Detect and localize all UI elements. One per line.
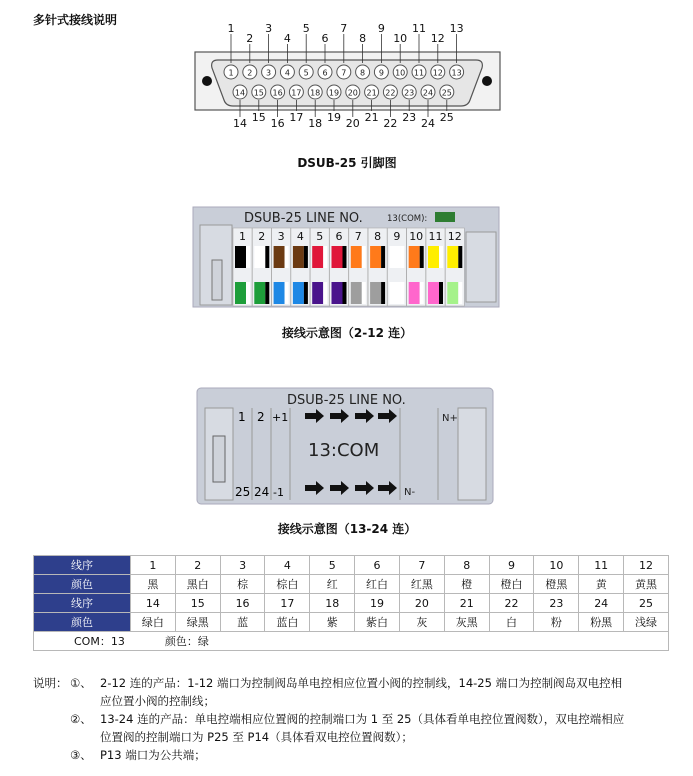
- wire-stripe-bottom: [343, 282, 347, 304]
- svg-text:23: 23: [404, 88, 415, 98]
- pin-label-9: 9: [377, 22, 385, 35]
- pin-label-14: 14: [233, 117, 247, 130]
- com-text: COM：13: [74, 635, 125, 648]
- pin-11: [412, 65, 426, 79]
- wire-swatch-bottom: [351, 282, 362, 304]
- svg-text:16: 16: [272, 88, 283, 98]
- pin-18: [308, 85, 322, 99]
- table-cell: 橙: [444, 575, 489, 594]
- module2-top-label: 1: [238, 410, 246, 424]
- svg-text:5: 5: [303, 68, 309, 78]
- wire-swatch-bottom: [447, 282, 458, 304]
- wire-swatch-bottom: [428, 282, 439, 304]
- wire-swatch-top: [428, 246, 439, 268]
- wire-stripe-bottom: [285, 282, 289, 304]
- wire-number: 9: [393, 230, 401, 243]
- table-cell: 23: [534, 594, 579, 613]
- wire-stripe-bottom: [439, 282, 443, 304]
- wire-swatch-bottom: [254, 282, 265, 304]
- note-2-cont: [33, 728, 673, 746]
- svg-text:17: 17: [291, 88, 302, 98]
- wire-stripe-bottom: [265, 282, 269, 304]
- wire-stripe-top: [246, 246, 250, 268]
- module2-com: 13:COM: [308, 440, 380, 461]
- wire-color-table: [33, 555, 669, 651]
- pin-label-10: 10: [393, 32, 408, 45]
- module1-columns: [233, 228, 464, 306]
- table-cell: 蓝: [220, 613, 265, 632]
- table-cell: 7: [399, 556, 444, 575]
- wire-column-7: [349, 228, 368, 306]
- wire-number: 3: [277, 230, 285, 243]
- pin-2: [243, 65, 257, 79]
- pin-16: [271, 85, 285, 99]
- module2-dsub-icon: [213, 436, 225, 482]
- note-number: ②、: [70, 712, 92, 726]
- wire-swatch-bottom: [409, 282, 420, 304]
- wire-number: 11: [428, 230, 443, 243]
- pin-label-18: 18: [308, 117, 323, 130]
- pin-label-22: 22: [383, 117, 398, 130]
- table-cell: 蓝白: [265, 613, 310, 632]
- pin-label-25: 25: [439, 111, 454, 124]
- pin-label-1: 1: [227, 22, 235, 35]
- wire-swatch-bottom: [370, 282, 381, 304]
- wire-swatch-top: [293, 246, 304, 268]
- wire-stripe-bottom: [323, 282, 327, 304]
- table-cell: 浅绿: [624, 613, 669, 632]
- svg-text:15: 15: [253, 88, 264, 98]
- svg-text:2: 2: [247, 68, 253, 78]
- table-cell: 灰: [399, 613, 444, 632]
- module2-n-minus: N-: [404, 487, 416, 498]
- svg-text:4: 4: [284, 68, 290, 78]
- pin-24: [421, 85, 435, 99]
- dsub25-connector: [195, 22, 500, 130]
- svg-text:14: 14: [234, 88, 246, 98]
- table-cell: 10: [534, 556, 579, 575]
- pin-9: [374, 65, 388, 79]
- wire-swatch-bottom: [332, 282, 343, 304]
- pin-23: [402, 85, 416, 99]
- wire-swatch-top: [409, 246, 420, 268]
- pin-label-8: 8: [359, 32, 367, 45]
- module1-title: DSUB-25 LINE NO.: [244, 211, 363, 226]
- table-cell: 5: [310, 556, 355, 575]
- note-text: 位置阀的控制端口为 P25 至 P14（具体看双电控位置阀数）；: [100, 730, 413, 744]
- wire-column-5: [310, 228, 329, 306]
- svg-text:8: 8: [360, 68, 366, 78]
- table-cell: 棕白: [265, 575, 310, 594]
- pin-label-19: 19: [327, 111, 341, 124]
- notes-section: [33, 674, 673, 764]
- wire-stripe-bottom: [400, 282, 404, 304]
- pin-10: [393, 65, 407, 79]
- row-header: 颜色: [34, 613, 131, 632]
- wire-number: 8: [374, 230, 382, 243]
- table-cell: 绿黑: [175, 613, 220, 632]
- table-cell: 紫: [310, 613, 355, 632]
- table-row: [34, 556, 669, 575]
- table-cell: 9: [489, 556, 534, 575]
- svg-text:19: 19: [328, 88, 340, 98]
- wire-stripe-bottom: [304, 282, 308, 304]
- pin-label-24: 24: [421, 117, 435, 130]
- wire-swatch-bottom: [274, 282, 285, 304]
- table-cell: 红白: [355, 575, 400, 594]
- wire-number: 4: [296, 230, 304, 243]
- note-text: P13 端口为公共端；: [100, 748, 206, 762]
- table-cell: 白: [489, 613, 534, 632]
- table-row: [34, 613, 669, 632]
- wire-stripe-bottom: [362, 282, 366, 304]
- note-3: [33, 746, 673, 764]
- pin-label-17: 17: [289, 111, 304, 124]
- module2-top-label: +1: [272, 411, 289, 424]
- wire-swatch-bottom: [389, 282, 400, 304]
- table-row: [34, 575, 669, 594]
- module2-caption: 接线示意图（13-24 连）: [277, 522, 417, 536]
- table-cell: 16: [220, 594, 265, 613]
- wire-number: 10: [409, 230, 424, 243]
- wire-number: 6: [335, 230, 343, 243]
- svg-text:6: 6: [322, 68, 328, 78]
- table-cell: 18: [310, 594, 355, 613]
- module2-n-plus: N+: [442, 413, 458, 424]
- pin-label-11: 11: [412, 22, 426, 35]
- pin-3: [262, 65, 276, 79]
- pin-label-13: 13: [449, 22, 464, 35]
- wire-swatch-top: [389, 246, 400, 268]
- table-row-com: [34, 632, 669, 651]
- pin-12: [431, 65, 445, 79]
- module1-right-block: [466, 232, 496, 302]
- pin-label-16: 16: [270, 117, 285, 130]
- note-text: 13-24 连的产品：单电控端相应位置阀的控制端口为 1 至 25（具体看单电控位置阀数），双电控端相应: [100, 712, 625, 726]
- wire-number: 1: [239, 230, 246, 243]
- table-cell: 24: [579, 594, 624, 613]
- row-header: 线序: [34, 594, 131, 613]
- pin-label-2: 2: [246, 32, 254, 45]
- table-cell: 黑: [131, 575, 176, 594]
- module2-bottom-label: -1: [273, 486, 284, 499]
- module1-caption: 接线示意图（2-12 连）: [281, 326, 413, 340]
- pin-5: [299, 65, 313, 79]
- wire-column-6: [330, 228, 349, 306]
- note-number: ③、: [70, 748, 92, 762]
- table-cell: 22: [489, 594, 534, 613]
- pin-label-21: 21: [364, 111, 379, 124]
- module-13-24: [197, 388, 493, 504]
- module-2-12: [193, 207, 499, 307]
- com-cell: [34, 632, 669, 651]
- wire-stripe-top: [343, 246, 347, 268]
- wire-swatch-top: [235, 246, 246, 268]
- table-cell: 4: [265, 556, 310, 575]
- table-cell: 紫白: [355, 613, 400, 632]
- module1-com-label: 13(COM):: [387, 214, 428, 224]
- table-cell: 黄: [579, 575, 624, 594]
- pin-label-7: 7: [340, 22, 348, 35]
- table-cell: 19: [355, 594, 400, 613]
- svg-text:25: 25: [441, 88, 452, 98]
- table-cell: 棕: [220, 575, 265, 594]
- table-cell: 6: [355, 556, 400, 575]
- table-cell: 8: [444, 556, 489, 575]
- pin-label-23: 23: [402, 111, 417, 124]
- table-cell: 绿白: [131, 613, 176, 632]
- pin-1: [224, 65, 238, 79]
- table-cell: 21: [444, 594, 489, 613]
- pin-label-20: 20: [345, 117, 360, 130]
- table-cell: 14: [131, 594, 176, 613]
- wire-stripe-top: [323, 246, 327, 268]
- pin-7: [337, 65, 351, 79]
- wire-swatch-top: [351, 246, 362, 268]
- pin-17: [289, 85, 303, 99]
- module1-com-swatch: [435, 212, 455, 222]
- wire-stripe-top: [458, 246, 462, 268]
- module2-bottom-label: 24: [254, 485, 270, 499]
- com-color-text: 颜色：绿: [164, 635, 209, 648]
- wire-stripe-bottom: [246, 282, 250, 304]
- wire-stripe-top: [381, 246, 385, 268]
- wire-column-3: [272, 228, 291, 306]
- wire-swatch-top: [447, 246, 458, 268]
- svg-text:9: 9: [378, 68, 384, 78]
- note-number: ①、: [70, 676, 92, 690]
- note-text: 2-12 连的产品：1-12 端口为控制阀岛单电控相应位置小阀的控制线，14-25 端口为控制阀岛双电控相: [100, 676, 623, 690]
- pin-label-5: 5: [302, 22, 310, 35]
- module2-top-label: 2: [257, 410, 265, 424]
- pin-label-3: 3: [265, 22, 273, 35]
- pin-19: [327, 85, 341, 99]
- wire-number: 12: [447, 230, 462, 243]
- wire-column-8: [368, 228, 387, 306]
- pin-4: [280, 65, 294, 79]
- svg-text:21: 21: [366, 88, 377, 98]
- notes-lead: 说明：: [33, 676, 68, 690]
- table-cell: 粉黑: [579, 613, 624, 632]
- wire-swatch-top: [312, 246, 323, 268]
- table-cell: 2: [175, 556, 220, 575]
- table-cell: 黄黑: [624, 575, 669, 594]
- connector-caption: DSUB-25 引脚图: [297, 156, 397, 170]
- wire-swatch-bottom: [235, 282, 246, 304]
- svg-text:20: 20: [347, 88, 358, 98]
- svg-text:3: 3: [266, 68, 272, 78]
- table-cell: 15: [175, 594, 220, 613]
- svg-text:22: 22: [385, 88, 396, 98]
- pin-15: [252, 85, 266, 99]
- pin-label-12: 12: [430, 32, 445, 45]
- page-heading: 多针式接线说明: [33, 13, 118, 27]
- svg-text:11: 11: [413, 68, 425, 78]
- row-header: 颜色: [34, 575, 131, 594]
- pin-21: [365, 85, 379, 99]
- wire-stripe-bottom: [381, 282, 385, 304]
- pin-label-6: 6: [321, 32, 329, 45]
- table-cell: 橙黑: [534, 575, 579, 594]
- wire-swatch-top: [370, 246, 381, 268]
- wire-column-12: [445, 228, 464, 306]
- table-cell: 17: [265, 594, 310, 613]
- pin-6: [318, 65, 332, 79]
- wire-stripe-top: [265, 246, 269, 268]
- table-cell: 20: [399, 594, 444, 613]
- wire-number: 7: [354, 230, 362, 243]
- row-header: 线序: [34, 556, 131, 575]
- wire-column-2: [252, 228, 271, 306]
- table-cell: 3: [220, 556, 265, 575]
- pin-8: [356, 65, 370, 79]
- pin-14: [233, 85, 247, 99]
- wire-stripe-bottom: [458, 282, 462, 304]
- wire-column-1: [233, 228, 252, 306]
- table-cell: 1: [131, 556, 176, 575]
- wire-column-10: [407, 228, 426, 306]
- table-cell: 红黑: [399, 575, 444, 594]
- wire-stripe-top: [304, 246, 308, 268]
- pin-13: [450, 65, 464, 79]
- wire-number: 2: [258, 230, 266, 243]
- wire-column-9: [387, 228, 406, 306]
- mount-hole-right: [482, 76, 492, 86]
- wire-stripe-top: [439, 246, 443, 268]
- table-cell: 灰黑: [444, 613, 489, 632]
- table-cell: 橙白: [489, 575, 534, 594]
- svg-text:13: 13: [451, 68, 462, 78]
- module2-title: DSUB-25 LINE NO.: [287, 393, 406, 408]
- note-1-cont: [33, 692, 673, 710]
- wire-column-11: [426, 228, 445, 306]
- wire-stripe-top: [420, 246, 424, 268]
- note-1: [33, 674, 673, 692]
- table-cell: 25: [624, 594, 669, 613]
- wire-stripe-bottom: [420, 282, 424, 304]
- table-cell: 12: [624, 556, 669, 575]
- wire-swatch-bottom: [312, 282, 323, 304]
- pin-label-15: 15: [251, 111, 266, 124]
- wire-swatch-bottom: [293, 282, 304, 304]
- mount-hole-left: [202, 76, 212, 86]
- note-2: [33, 710, 673, 728]
- svg-text:10: 10: [395, 68, 406, 78]
- wire-swatch-top: [254, 246, 265, 268]
- pin-25: [440, 85, 454, 99]
- wire-swatch-top: [332, 246, 343, 268]
- wire-number: 5: [316, 230, 324, 243]
- wire-swatch-top: [274, 246, 285, 268]
- table-row: [34, 594, 669, 613]
- table-cell: 黑白: [175, 575, 220, 594]
- pin-20: [346, 85, 360, 99]
- module2-bottom-label: 25: [235, 485, 251, 499]
- table-cell: 红: [310, 575, 355, 594]
- wire-stripe-top: [362, 246, 366, 268]
- table-cell: 粉: [534, 613, 579, 632]
- svg-text:7: 7: [341, 68, 347, 78]
- note-text: 应位置小阀的控制线；: [100, 694, 215, 708]
- svg-text:18: 18: [310, 88, 321, 98]
- wire-stripe-top: [400, 246, 404, 268]
- wire-column-4: [291, 228, 310, 306]
- svg-text:24: 24: [422, 88, 434, 98]
- pin-label-4: 4: [283, 32, 291, 45]
- table-cell: 11: [579, 556, 624, 575]
- module1-dsub-icon: [212, 260, 222, 300]
- svg-text:12: 12: [432, 68, 443, 78]
- pin-22: [383, 85, 397, 99]
- module2-right-block: [458, 408, 486, 500]
- svg-text:1: 1: [228, 68, 234, 78]
- wire-stripe-top: [285, 246, 289, 268]
